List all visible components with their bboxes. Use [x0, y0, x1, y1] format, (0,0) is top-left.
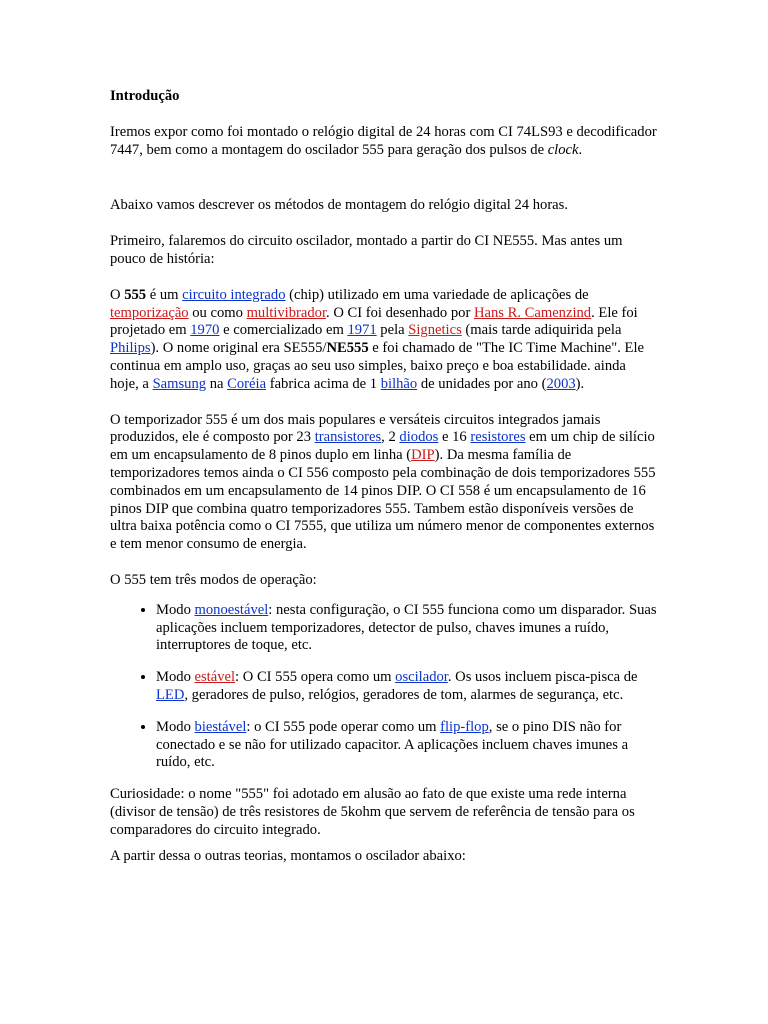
link-dip[interactable]: DIP: [411, 447, 435, 464]
bold-ne555: NE555: [326, 340, 369, 357]
link-philips[interactable]: Philips: [110, 340, 151, 357]
list-item-monoestavel: [156, 602, 658, 655]
text: Modo: [156, 601, 195, 618]
text: de unidades por ano (: [417, 375, 547, 392]
text: e 16: [438, 429, 471, 446]
a-partir-paragraph: A partir dessa o outras teorias, montamos o oscilador abaixo:: [110, 847, 466, 864]
text: .: [578, 141, 583, 158]
methods-paragraph: Abaixo vamos descrever os métodos de montagem do relógio digital 24 horas.: [110, 197, 568, 214]
history-paragraph: [110, 287, 658, 394]
link-monoestavel[interactable]: monoestável: [194, 601, 269, 618]
link-1971[interactable]: 1971: [347, 322, 377, 339]
curiosidade-paragraph: Curiosidade: o nome "555" foi adotado em alusão ao fato de que existe uma rede interna (divisor de tensão) de três resistores de 5kohm que servem de referência de tensão para os comparadores do circuito integrado.: [110, 786, 635, 838]
text: é um: [146, 286, 183, 303]
link-bilhao[interactable]: bilhão: [380, 375, 418, 392]
modes-intro-paragraph: O 555 tem três modos de operação:: [110, 571, 317, 588]
text: , geradores de pulso, relógios, geradores de tom, alarmes de segurança, etc.: [184, 686, 624, 703]
bold-555: 555: [124, 286, 147, 303]
text: . Ele foi projetado em: [110, 304, 638, 339]
link-diodos[interactable]: diodos: [399, 429, 439, 446]
link-resistores[interactable]: resistores: [470, 429, 526, 446]
text: : nesta configuração, o CI 555 funciona como um disparador. Suas aplicações incluem temporizadores, detector de pulso, chaves imunes a ruído, interruptores de toque, etc.: [156, 601, 657, 654]
clock-term: clock: [547, 141, 579, 158]
link-temporizacao[interactable]: temporização: [110, 304, 189, 321]
intro-paragraph: [110, 124, 658, 160]
link-multivibrador[interactable]: multivibrador: [246, 304, 327, 321]
temporizador-paragraph: [110, 412, 658, 554]
link-oscilador[interactable]: oscilador: [395, 669, 448, 686]
link-transistores[interactable]: transistores: [314, 429, 382, 446]
modes-list: [110, 602, 658, 772]
text: , se o pino DIS não for conectado e se não for utilizado capacitor. A aplicações incluem chaves imunes a ruído, etc.: [156, 718, 629, 771]
document-body: [110, 88, 658, 865]
text: Modo: [156, 669, 195, 686]
text: . Os usos incluem pisca-pisca de: [447, 669, 638, 686]
text: Iremos expor como foi montado o relógio digital de 24 horas com CI 74LS93 e decodificador 7447, bem como a montagem do oscilador 555 para geração dos pulsos de: [110, 123, 657, 158]
link-coreia[interactable]: Coréia: [227, 375, 267, 392]
text: ou como: [188, 304, 247, 321]
section-heading: Introdução: [110, 88, 180, 104]
link-hans-camenzind[interactable]: Hans R. Camenzind: [473, 304, 592, 321]
text: na: [206, 375, 228, 392]
link-estavel[interactable]: estável: [194, 669, 236, 686]
text: ). Da mesma família de temporizadores temos ainda o CI 556 composto pela combinação de dois temporizadores 555 combinados em um encapsulamento de 14 pinos DIP. O CI 558 é um encapsulamento de 16 pinos DIP que combina quatro temporizadores 555. Tambem estão disponíveis versões de ultra baixa potência como o CI 7555, que utiliza um número menor de componentes externos e tem menor consumo de energia.: [110, 447, 656, 553]
link-samsung[interactable]: Samsung: [152, 375, 207, 392]
link-signetics[interactable]: Signetics: [408, 322, 462, 339]
text: (chip) utilizado em uma variedade de aplicações de: [285, 286, 589, 303]
text: e foi chamado de "The IC Time Machine". Ele continua em amplo uso, graças ao seu uso simples, baixo preço e boa estabilidade. ainda hoje, a: [110, 340, 644, 392]
link-1970[interactable]: 1970: [190, 322, 220, 339]
text: O: [110, 286, 125, 303]
text: . O CI foi desenhado por: [326, 304, 474, 321]
text: em um chip de silício em um encapsulamento de 8 pinos duplo em linha (: [110, 429, 655, 464]
text: fabrica acima de 1: [266, 375, 381, 392]
first-paragraph: Primeiro, falaremos do circuito oscilador, montado a partir do CI NE555. Mas antes um pouco de história:: [110, 233, 623, 267]
text: (mais tarde adiquirida pela: [461, 322, 622, 339]
text: O temporizador 555 é um dos mais populares e versáteis circuitos integrados jamais produzidos, ele é composto por 23: [110, 411, 601, 446]
text: pela: [376, 322, 409, 339]
link-circuito-integrado[interactable]: circuito integrado: [182, 286, 286, 303]
link-flip-flop[interactable]: flip-flop: [440, 718, 489, 735]
link-led[interactable]: LED: [156, 686, 185, 703]
link-2003[interactable]: 2003: [546, 375, 576, 392]
list-item-biestavel: [156, 719, 658, 772]
text: : o CI 555 pode operar como um: [246, 718, 441, 735]
link-biestavel[interactable]: biestável: [194, 718, 247, 735]
text: , 2: [381, 429, 400, 446]
text: : O CI 555 opera como um: [235, 669, 396, 686]
list-item-estavel: [156, 669, 658, 705]
text: ). O nome original era SE555/: [150, 340, 327, 357]
text: Modo: [156, 718, 195, 735]
text: e comercializado em: [219, 322, 348, 339]
text: ).: [575, 375, 585, 392]
